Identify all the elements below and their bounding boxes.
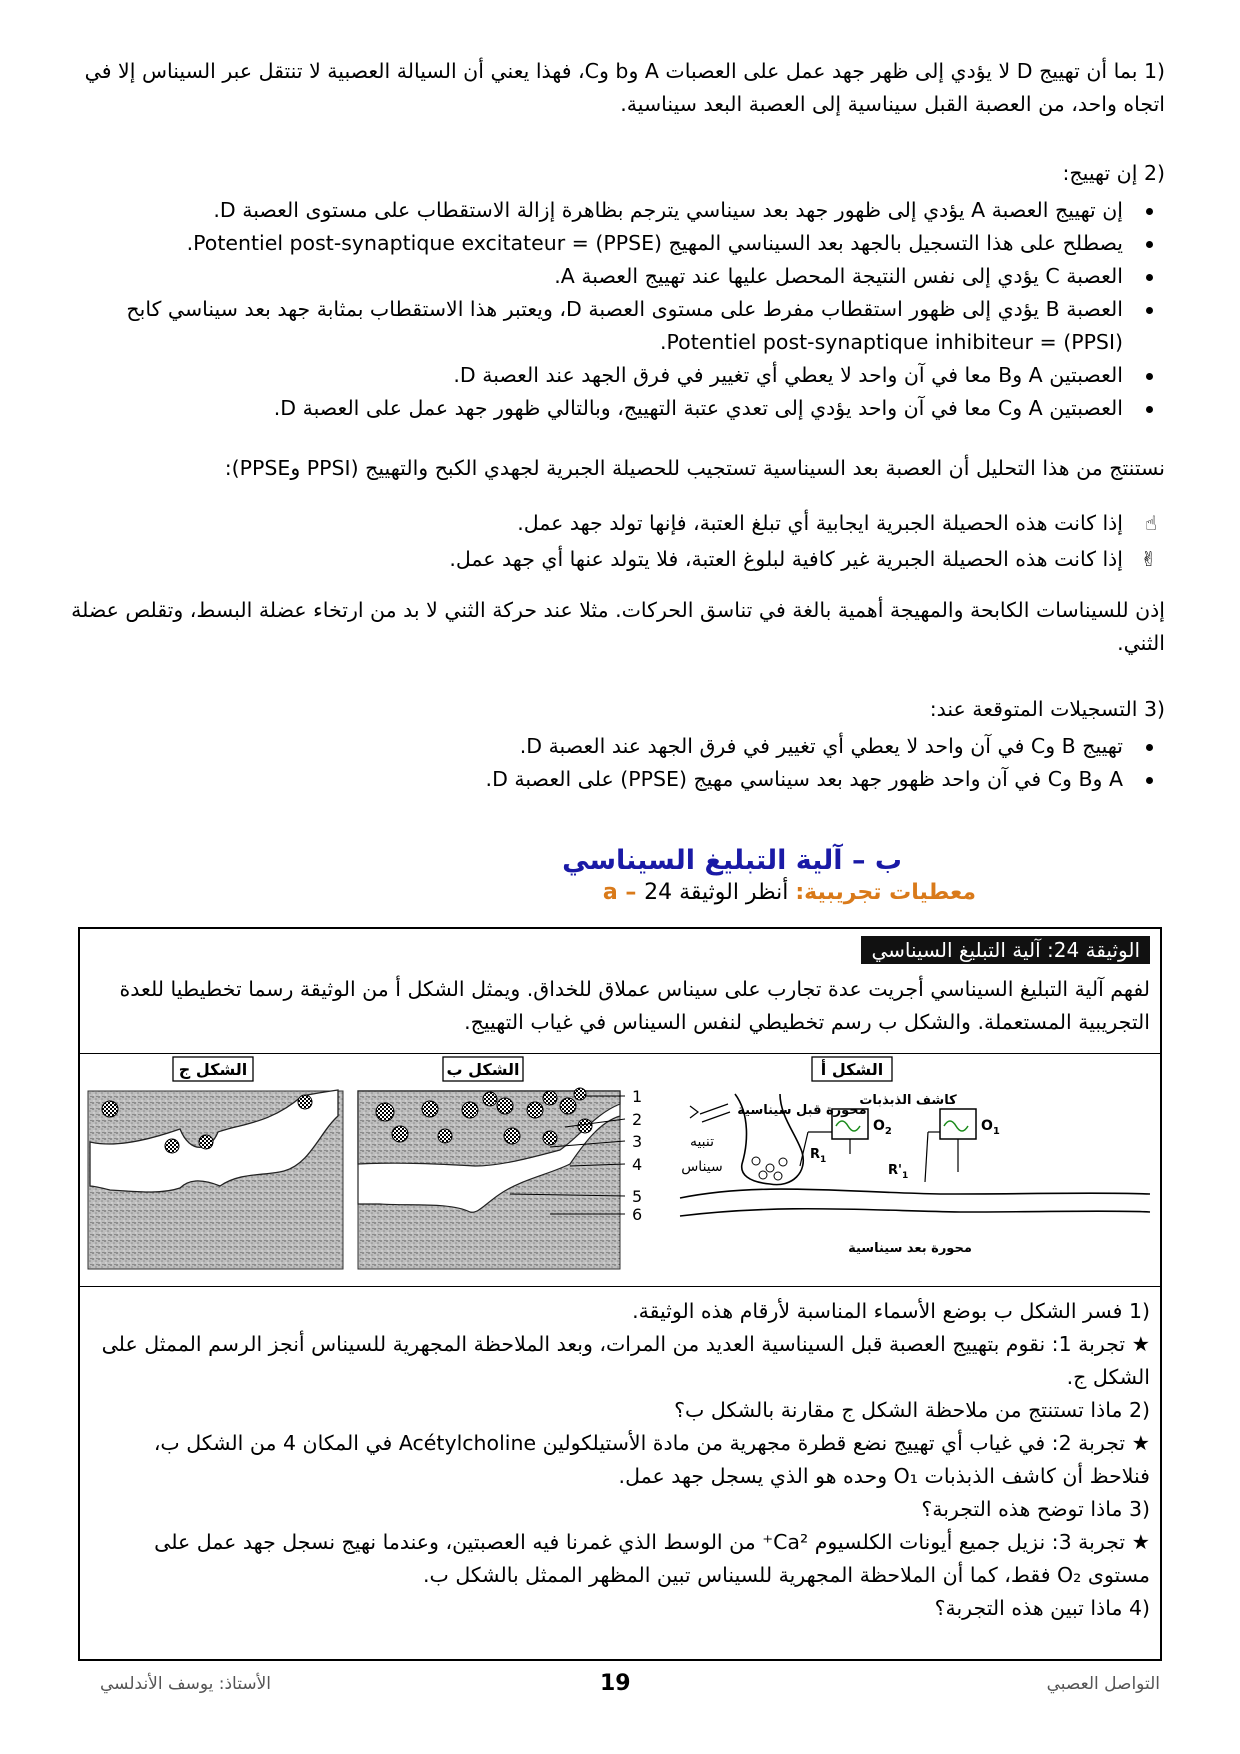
o2-label: O xyxy=(873,1118,885,1134)
list-item: العصبتين A وB معا في آن واحد لا يعطي أي تغيير في فرق الجهد عند العصبة D. xyxy=(65,359,1165,392)
section-1-text: بما أن تهييج D لا يؤدي إلى ظهر جهد عمل على العصبات A وb وC، فهذا يعني أن السيالة العصبية لا تنتقل عبر السيناس إلا في اتجاه واحد، من العصبة القبل سيناسية إلى العصبة البعد سيناسية. xyxy=(84,59,1165,116)
fig-a-stimulator-icon xyxy=(690,1104,730,1122)
hand-item xyxy=(65,505,1165,541)
r1-label: R xyxy=(810,1147,821,1162)
hand-item xyxy=(65,541,1165,577)
fig-a-vesicles xyxy=(752,1157,787,1180)
fig-b-label: 6 xyxy=(632,1205,643,1224)
list-item: العصبتين A وC معا في آن واحد يؤدي إلى تعدي عتبة التهييج، وبالتالي ظهور جهد عمل على العصبة D. xyxy=(65,392,1165,425)
list-item: العصبة B يؤدي إلى ظهور استقطاب مفرط على مستوى العصبة D، ويعتبر هذا الاستقطاب بمثابة جهد بعد سيناسي كابح (PPSI) = Potentiel post-synaptique inhibiteur. xyxy=(65,293,1165,359)
question-item: (3 ماذا توضح هذه التجربة؟ xyxy=(921,1497,1150,1521)
section-1 xyxy=(65,55,1165,121)
question-item: ★ تجربة 2: في غياب أي تهييج نضع قطرة مجهرية من مادة الأستيلكولين Acétylcholine في المكان 4 من الشكل ب، فنلاحظ أن كاشف الذبذبات O₁ وحده هو الذي يسجل جهد عمل. xyxy=(153,1431,1150,1488)
hand-list xyxy=(65,505,1165,577)
svg-text:O2 xyxy=(873,1118,892,1137)
fig-b-label: 2 xyxy=(632,1110,643,1129)
r1p-sub: 1 xyxy=(902,1171,909,1181)
hand-text: إذا كانت هذه الحصيلة الجبرية ايجابية أي تبلغ العتبة، فإنها تولد جهد عمل. xyxy=(517,511,1123,535)
fig-b-label: 1 xyxy=(632,1087,643,1106)
questions xyxy=(90,1295,1150,1625)
question-item: (2 ماذا تستنتج من ملاحظة الشكل ج مقارنة بالشكل ب؟ xyxy=(674,1398,1150,1422)
document-24-box xyxy=(78,927,1162,1661)
fig-a-post-axon-label: محورة بعد سيناسية xyxy=(848,1241,972,1256)
o2-sub: 2 xyxy=(884,1126,892,1137)
section-3-heading: (3 التسجيلات المتوقعة عند: xyxy=(929,697,1165,721)
fig-b-label: 4 xyxy=(632,1155,643,1174)
section-3-list xyxy=(65,730,1165,796)
fig-b-title: الشكل ب xyxy=(446,1060,520,1079)
section-b-heading: ب – آلية التبليغ السيناسي xyxy=(562,845,902,876)
footer-author: الأستاذ: يوسف الأندلسي xyxy=(100,1674,272,1694)
document-title: الوثيقة 24: آلية التبليغ السيناسي xyxy=(861,936,1150,964)
r1p-label: R' xyxy=(888,1163,902,1178)
fig-a-pre-axon-label: محورة قبل سيناسية xyxy=(737,1103,867,1118)
section-2-heading: (2 إن تهييج: xyxy=(1062,161,1165,185)
question-item: ★ تجربة 1: نقوم بتهييج العصبة قبل السيناسية العديد من المرات، وبعد الملاحظة المجهرية للسيناس أنجز الرسم الممثل على الشكل ج. xyxy=(101,1332,1150,1389)
o1-sub: 1 xyxy=(992,1126,1000,1137)
list-item: يصطلح على هذا التسجيل بالجهد بعد السيناسي المهيج (PPSE) = Potentiel post-synaptique excitateur. xyxy=(65,227,1165,260)
fig-c-title: الشكل ج xyxy=(178,1060,248,1079)
section-a-ref: أنظر الوثيقة 24 xyxy=(644,880,789,905)
fig-b-numbers xyxy=(632,1087,642,1224)
question-item: ★ تجربة 3: نزيل جميع أيونات الكلسيوم Ca²⁺ من الوسط الذي غمرنا فيه العصبتين، وعندما نهيج نسجل جهد عمل على مستوى O₂ فقط، كما أن الملاحظة المجهرية للسيناس تبين المظهر الممثل بالشكل ب. xyxy=(154,1530,1150,1587)
fig-c-drawing xyxy=(88,1090,343,1269)
fig-b-label: 5 xyxy=(632,1187,643,1206)
pointing-hand-icon: ☝ xyxy=(1144,511,1157,535)
o1-label: O xyxy=(981,1118,993,1134)
list-item: A وB وC في آن واحد ظهور جهد بعد سيناسي مهيج (PPSE) على العصبة D. xyxy=(65,763,1165,796)
fig-b-label: 3 xyxy=(632,1132,643,1151)
svg-text:R'1 xyxy=(888,1163,908,1181)
figures-row xyxy=(80,1053,1160,1287)
fig-a-synapse-label: سيناس xyxy=(681,1159,723,1175)
svg-text:O1 xyxy=(981,1118,1000,1137)
svg-text:R1 xyxy=(810,1147,826,1165)
list-item: العصبة C يؤدي إلى نفس النتيجة المحصل عليها عند تهييج العصبة A. xyxy=(65,260,1165,293)
fig-a-title: الشكل أ xyxy=(820,1060,884,1079)
question-item: (1 فسر الشكل ب بوضع الأسماء المناسبة لأرقام هذه الوثيقة. xyxy=(632,1299,1150,1323)
conclusion: نستنتج من هذا التحليل أن العصبة بعد السيناسية تستجيب للحصيلة الجبرية لجهدي الكبح والتهييج (PPSI وPPSE): xyxy=(224,456,1165,480)
list-item: إن تهييج العصبة A يؤدي إلى ظهور جهد بعد سيناسي يترجم بظاهرة إزالة الاستقطاب على مستوى العصبة D. xyxy=(65,194,1165,227)
page-number: 19 xyxy=(600,1671,631,1696)
figures-svg xyxy=(80,1054,1160,1286)
fig-b-drawing xyxy=(358,1087,642,1269)
document-intro: لفهم آلية التبليغ السيناسي أجريت عدة تجارب على سيناس عملاق للخداق. ويمثل الشكل أ من الوثيقة رسما تخطيطيا للعدة التجريبية المستعملة. والشكل ب رسم تخطيطي لنفس السيناس في غياب التهييج. xyxy=(119,977,1150,1034)
list-item: تهييج B وC في آن واحد لا يعطي أي تغيير في فرق الجهد عند العصبة D. xyxy=(65,730,1165,763)
hand-text: إذا كانت هذه الحصيلة الجبرية غير كافية لبلوغ العتبة، فلا يتولد عنها أي جهد عمل. xyxy=(449,547,1123,571)
fig-a-oscillo-label: كاشف الذبذبات xyxy=(859,1093,957,1108)
section-2-list xyxy=(65,194,1165,425)
section-a-label: a – معطيات تجريبية: xyxy=(602,880,976,905)
footer-subject: التواصل العصبي xyxy=(1046,1674,1160,1694)
section-1-number: (1 xyxy=(1143,59,1165,83)
section-a-heading xyxy=(603,880,976,905)
victory-hand-icon: ✌ xyxy=(1140,547,1157,571)
fig-a-stim-label: تنبيه xyxy=(689,1134,715,1150)
synapse-note: إذن للسيناسات الكابحة والمهيجة أهمية بالغة في تناسق الحركات. مثلا عند حركة الثني لا بد من ارتخاء عضلة البسط، وتقلص عضلة الثني. xyxy=(71,598,1165,655)
question-item: (4 ماذا تبين هذه التجربة؟ xyxy=(934,1596,1150,1620)
fig-a-drawing xyxy=(680,1093,1150,1256)
r1-sub: 1 xyxy=(820,1155,827,1165)
